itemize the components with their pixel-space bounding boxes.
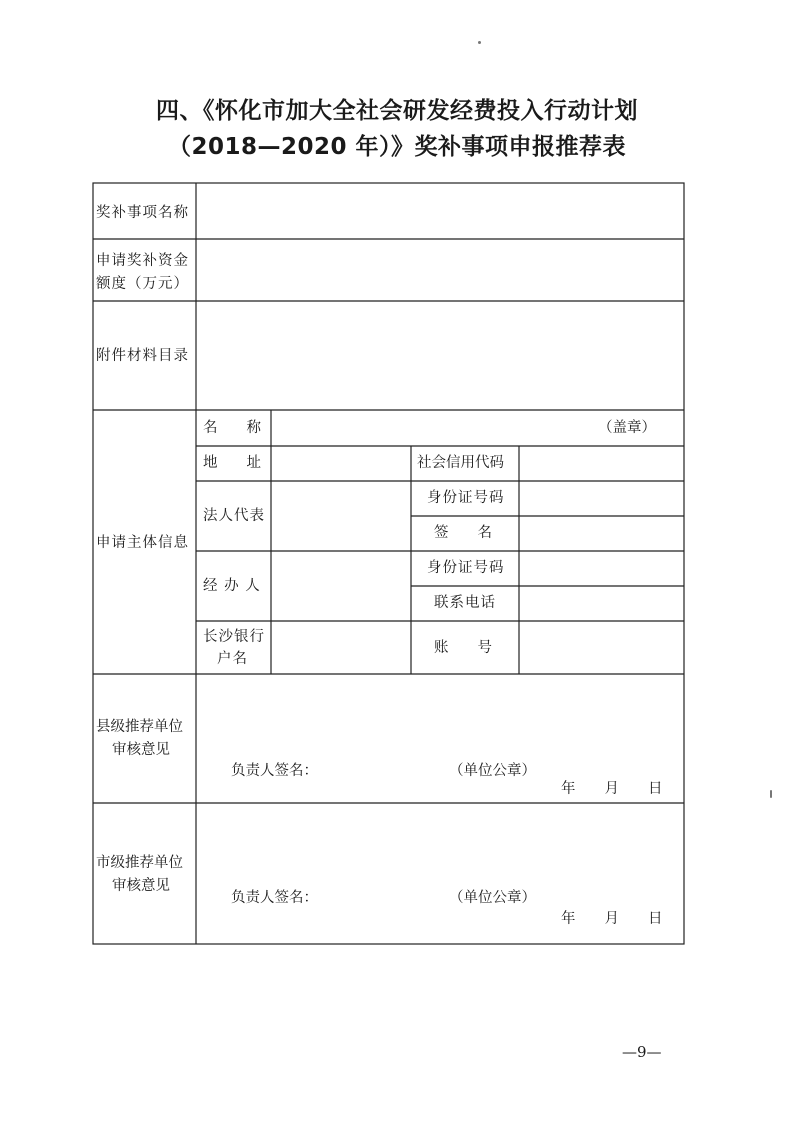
applicant-name-label: 名 称: [203, 420, 261, 436]
city-signer-label: 负责人签名：: [231, 890, 318, 906]
scan-speck: [478, 41, 481, 44]
scan-speck: [770, 790, 772, 798]
id-number-label-2: 身份证号码: [427, 560, 505, 576]
page-number: —9—: [622, 1043, 662, 1061]
city-seal-label: （单位公章）: [449, 890, 536, 906]
item-name-label: 奖补事项名称: [96, 205, 189, 221]
signature-label: 签 名: [434, 525, 492, 541]
credit-code-label: 社会信用代码: [417, 455, 504, 471]
county-review-label-line1: 县级推荐单位: [96, 719, 183, 735]
applicant-info-label: 申请主体信息: [96, 535, 189, 551]
handler-label: 经 办 人: [203, 578, 261, 594]
phone-label: 联系电话: [434, 595, 496, 611]
id-number-label-1: 身份证号码: [427, 490, 505, 506]
account-label: 账 号: [434, 640, 492, 656]
city-date-label: 年 月 日: [561, 911, 663, 927]
city-review-label-line2: 审核意见: [112, 878, 170, 894]
legal-rep-label: 法人代表: [203, 508, 265, 524]
page-title-line2: （2018—2020 年）》奖补事项申报推荐表: [167, 134, 627, 160]
amount-label-line1: 申请奖补资金: [96, 253, 189, 269]
seal-note: （盖章）: [598, 420, 656, 436]
city-review-label-line1: 市级推荐单位: [96, 855, 183, 871]
amount-label-line2: 额度（万元）: [96, 276, 189, 292]
county-date-label: 年 月 日: [561, 781, 663, 797]
county-signer-label: 负责人签名：: [231, 763, 318, 779]
address-label: 地 址: [203, 455, 261, 471]
bank-label-line1: 长沙银行: [203, 629, 265, 645]
attachments-label: 附件材料目录: [96, 348, 189, 364]
county-seal-label: （单位公章）: [449, 763, 536, 779]
county-review-label-line2: 审核意见: [112, 742, 170, 758]
page-title-line1: 四、《怀化市加大全社会研发经费投入行动计划: [156, 98, 638, 124]
bank-label-line2: 户名: [217, 651, 248, 667]
